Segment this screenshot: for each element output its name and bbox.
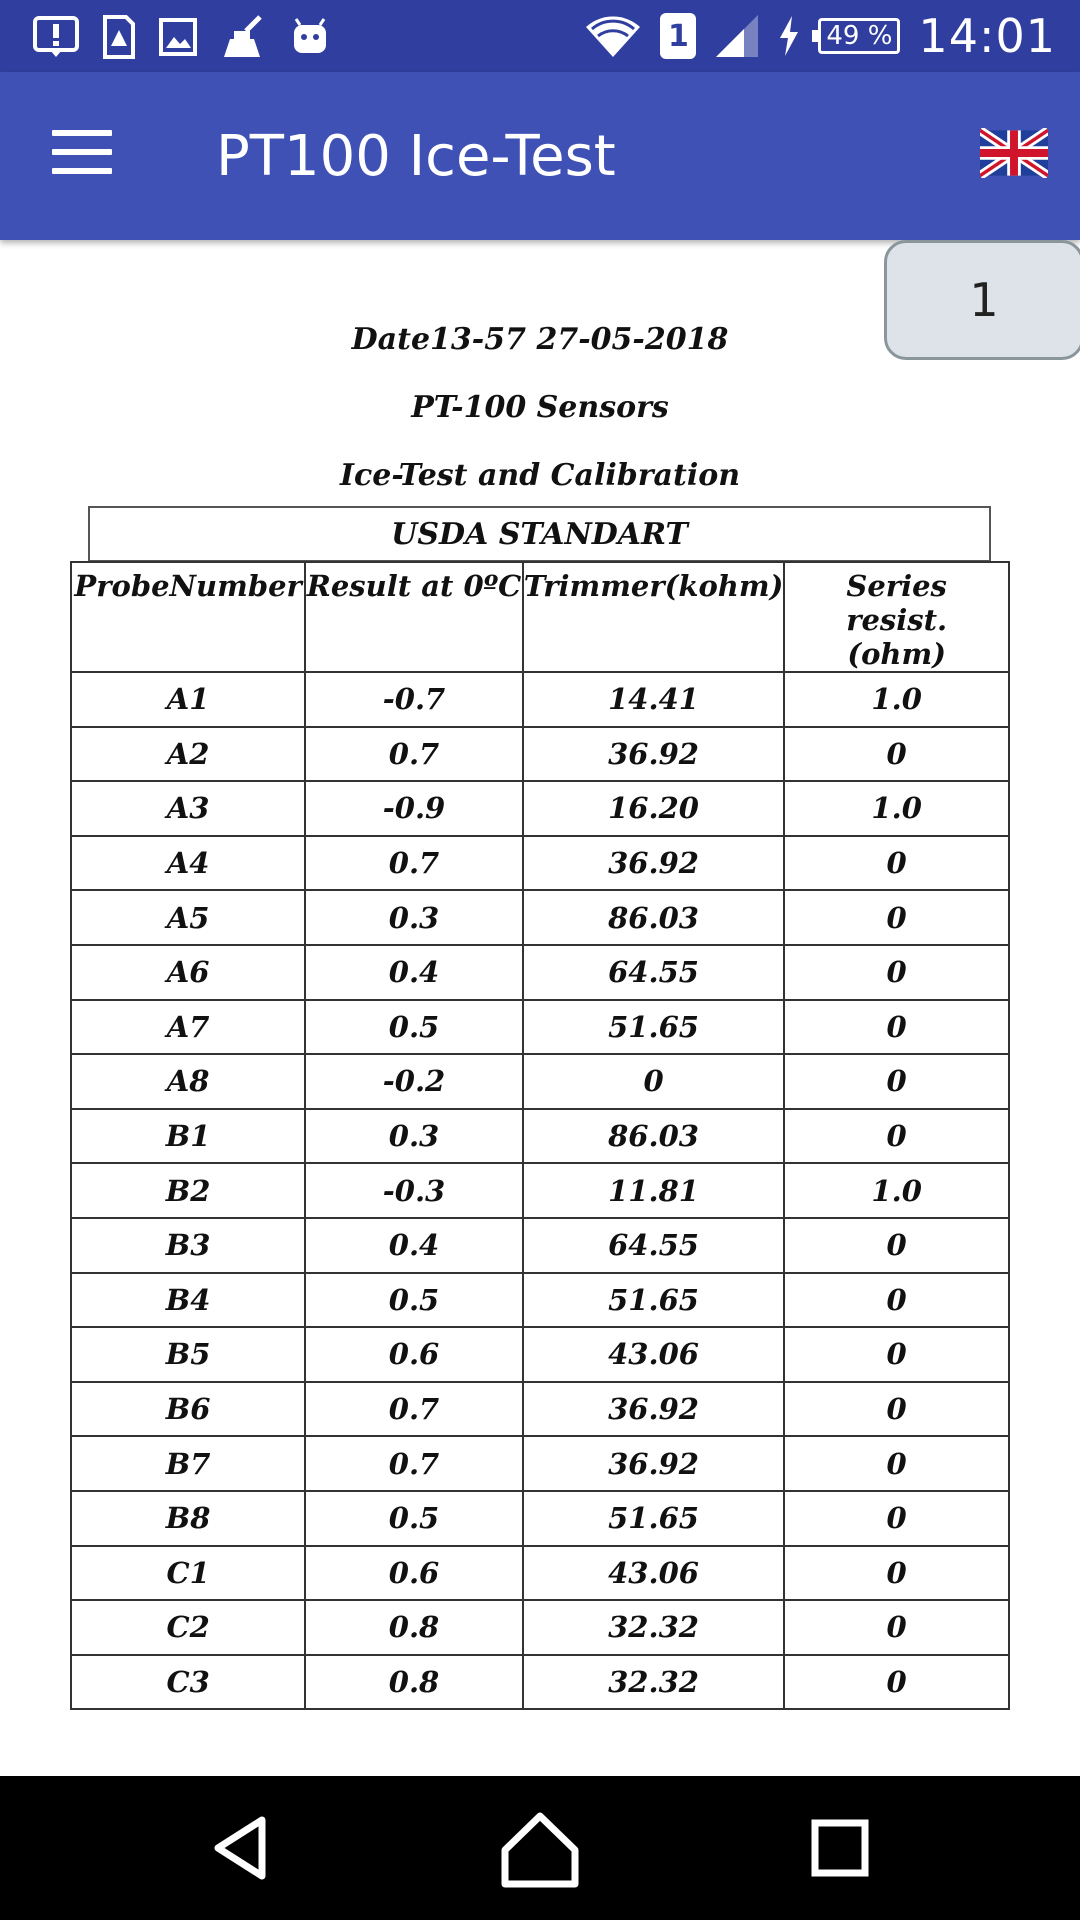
cell-trimmer: 43.06 — [523, 1546, 785, 1601]
cell-probe-number: B8 — [71, 1491, 305, 1546]
table-row — [71, 1436, 1009, 1491]
clock: 14:01 — [918, 9, 1056, 63]
cell-series-resist: 0 — [784, 1382, 1009, 1437]
report-date: Date13-57 27-05-2018 — [351, 322, 729, 357]
cell-trimmer: 36.92 — [523, 727, 785, 782]
cell-result: 0.7 — [305, 1436, 523, 1491]
table-row — [71, 1546, 1009, 1601]
cell-result: 0.7 — [305, 727, 523, 782]
app-bar — [0, 72, 1080, 240]
charging-icon — [778, 16, 800, 56]
cell-trimmer: 86.03 — [523, 890, 785, 945]
table-row — [71, 1054, 1009, 1109]
cleaner-icon — [220, 15, 268, 59]
header-trimmer: Trimmer(kohm) — [523, 562, 785, 672]
table-row — [71, 1109, 1009, 1164]
table-row — [71, 1218, 1009, 1273]
standard-label: USDA STANDART — [88, 506, 991, 562]
cell-trimmer: 32.32 — [523, 1655, 785, 1710]
report-subtitle: PT-100 Sensors — [411, 390, 669, 425]
cell-trimmer: 11.81 — [523, 1163, 785, 1218]
cell-trimmer: 36.92 — [523, 1382, 785, 1437]
cell-series-resist: 0 — [784, 1109, 1009, 1164]
sim-slot-badge: 1 — [660, 13, 696, 59]
cell-result: 0.7 — [305, 1382, 523, 1437]
cell-series-resist: 0 — [784, 1655, 1009, 1710]
cell-series-resist: 0 — [784, 890, 1009, 945]
cell-result: -0.7 — [305, 672, 523, 727]
notification-icons — [32, 14, 330, 60]
cell-trimmer: 32.32 — [523, 1600, 785, 1655]
cell-probe-number: C2 — [71, 1600, 305, 1655]
cell-probe-number: B1 — [71, 1109, 305, 1164]
cell-trimmer: 51.65 — [523, 1000, 785, 1055]
header-probe-number: ProbeNumber — [71, 562, 305, 672]
cell-probe-number: B4 — [71, 1273, 305, 1328]
table-row — [71, 1655, 1009, 1710]
cell-series-resist: 0 — [784, 1218, 1009, 1273]
uk-flag-icon[interactable] — [980, 128, 1048, 178]
cell-series-resist: 0 — [784, 836, 1009, 891]
cell-series-resist: 0 — [784, 1327, 1009, 1382]
table-row — [71, 945, 1009, 1000]
cell-probe-number: C1 — [71, 1546, 305, 1601]
cell-series-resist: 1.0 — [784, 672, 1009, 727]
cell-probe-number: C3 — [71, 1655, 305, 1710]
cell-result: 0.7 — [305, 836, 523, 891]
cell-probe-number: B2 — [71, 1163, 305, 1218]
android-icon — [290, 17, 330, 57]
cell-result: -0.2 — [305, 1054, 523, 1109]
cell-series-resist: 1.0 — [784, 781, 1009, 836]
table-row — [71, 727, 1009, 782]
table-row — [71, 1382, 1009, 1437]
cell-probe-number: A5 — [71, 890, 305, 945]
table-header-row — [71, 562, 1009, 672]
signal-icon — [714, 13, 760, 59]
report-subtitle-2: Ice-Test and Calibration — [339, 458, 741, 493]
cell-result: 0.8 — [305, 1655, 523, 1710]
cell-trimmer: 16.20 — [523, 781, 785, 836]
cell-probe-number: A7 — [71, 1000, 305, 1055]
cell-result: 0.6 — [305, 1327, 523, 1382]
cell-probe-number: B3 — [71, 1218, 305, 1273]
cell-result: 0.8 — [305, 1600, 523, 1655]
table-row — [71, 1273, 1009, 1328]
cell-series-resist: 0 — [784, 1491, 1009, 1546]
cell-result: 0.6 — [305, 1546, 523, 1601]
cell-result: 0.3 — [305, 1109, 523, 1164]
table-row — [71, 1491, 1009, 1546]
cell-result: 0.5 — [305, 1000, 523, 1055]
cell-probe-number: A1 — [71, 672, 305, 727]
cell-trimmer: 36.92 — [523, 836, 785, 891]
table-row — [71, 890, 1009, 945]
header-result: Result at 0ºC — [305, 562, 523, 672]
cell-series-resist: 0 — [784, 1600, 1009, 1655]
alert-icon — [32, 15, 80, 59]
cell-result: 0.4 — [305, 945, 523, 1000]
cell-result: 0.5 — [305, 1491, 523, 1546]
cell-probe-number: A4 — [71, 836, 305, 891]
cell-series-resist: 0 — [784, 1546, 1009, 1601]
cell-probe-number: A3 — [71, 781, 305, 836]
cell-series-resist: 0 — [784, 945, 1009, 1000]
status-bar — [0, 0, 1080, 72]
cell-trimmer: 51.65 — [523, 1273, 785, 1328]
recents-icon[interactable] — [795, 1806, 885, 1890]
cell-trimmer: 43.06 — [523, 1327, 785, 1382]
cell-series-resist: 0 — [784, 1054, 1009, 1109]
cell-series-resist: 1.0 — [784, 1163, 1009, 1218]
cell-trimmer: 64.55 — [523, 1218, 785, 1273]
cell-result: 0.4 — [305, 1218, 523, 1273]
table-row — [71, 1600, 1009, 1655]
cell-trimmer: 64.55 — [523, 945, 785, 1000]
cell-trimmer: 86.03 — [523, 1109, 785, 1164]
cell-probe-number: B5 — [71, 1327, 305, 1382]
image-icon — [158, 17, 198, 57]
home-icon[interactable] — [495, 1806, 585, 1890]
back-icon[interactable] — [196, 1806, 286, 1890]
cell-result: 0.3 — [305, 890, 523, 945]
cell-probe-number: B6 — [71, 1382, 305, 1437]
cell-trimmer: 14.41 — [523, 672, 785, 727]
table-row — [71, 836, 1009, 891]
menu-icon[interactable] — [52, 130, 112, 174]
cell-series-resist: 0 — [784, 1000, 1009, 1055]
battery-indicator: 49 % — [818, 18, 900, 54]
header-series-resist: Series resist.(ohm) — [784, 562, 1009, 672]
cell-probe-number: B7 — [71, 1436, 305, 1491]
wifi-icon — [584, 13, 642, 59]
system-status — [584, 8, 1056, 64]
cell-trimmer: 51.65 — [523, 1491, 785, 1546]
cell-series-resist: 0 — [784, 1273, 1009, 1328]
cell-trimmer: 36.92 — [523, 1436, 785, 1491]
cell-probe-number: A8 — [71, 1054, 305, 1109]
table-row — [71, 1327, 1009, 1382]
cell-trimmer: 0 — [523, 1054, 785, 1109]
cell-result: -0.9 — [305, 781, 523, 836]
app-title: PT100 Ice-Test — [216, 124, 616, 189]
cell-series-resist: 0 — [784, 1436, 1009, 1491]
table-row — [71, 672, 1009, 727]
cell-probe-number: A6 — [71, 945, 305, 1000]
cell-result: -0.3 — [305, 1163, 523, 1218]
cell-result: 0.5 — [305, 1273, 523, 1328]
sim-alert-icon — [102, 14, 136, 60]
table-row — [71, 1000, 1009, 1055]
cell-probe-number: A2 — [71, 727, 305, 782]
table-row — [71, 781, 1009, 836]
results-table — [70, 561, 1010, 1710]
table-row — [71, 1163, 1009, 1218]
navigation-bar — [0, 1776, 1080, 1920]
page-number-button[interactable]: 1 — [884, 240, 1080, 360]
cell-series-resist: 0 — [784, 727, 1009, 782]
